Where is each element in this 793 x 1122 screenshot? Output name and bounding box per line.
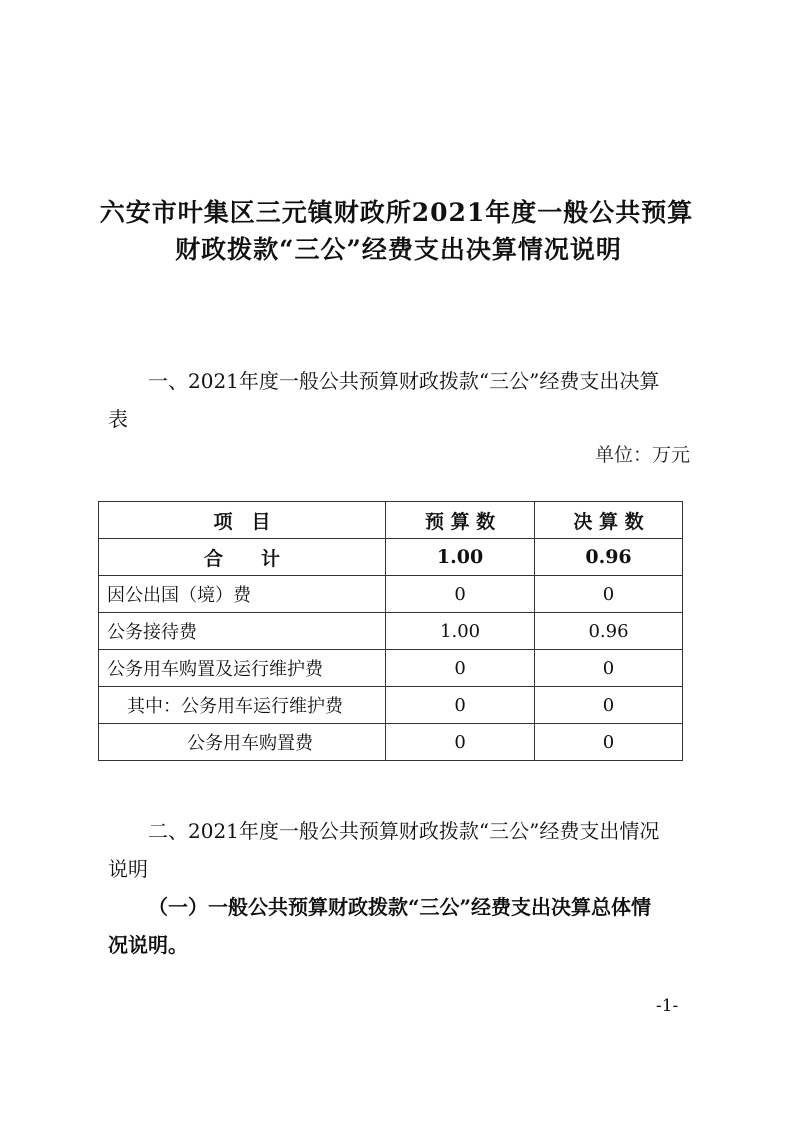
unit-label: 单位：万元 xyxy=(594,444,690,466)
section-1-heading xyxy=(108,362,698,438)
header-budget: 预 算 数 xyxy=(386,502,535,539)
row-budget: 1.00 xyxy=(386,539,535,576)
document-title-line-1: 六安市叶集区三元镇财政所2021年度一般公共预算 xyxy=(99,198,694,227)
row-budget: 0 xyxy=(386,724,535,761)
row-actual: 0.96 xyxy=(535,613,683,650)
table-row-total xyxy=(99,539,683,576)
row-item: 合 计 xyxy=(99,539,386,576)
header-item: 项 目 xyxy=(99,502,386,539)
three-public-expenses-table xyxy=(98,501,683,761)
header-actual: 决 算 数 xyxy=(535,502,683,539)
row-item: 公务用车购置及运行维护费 xyxy=(99,650,386,687)
row-item: 公务用车购置费 xyxy=(99,724,386,761)
table-row xyxy=(99,613,683,650)
page-number: -1- xyxy=(656,996,679,1016)
section-1-heading-line-1: 一、2021年度一般公共预算财政拨款“三公”经费支出决算 xyxy=(148,369,660,393)
table-row xyxy=(99,687,683,724)
section-2-heading xyxy=(108,812,698,888)
row-budget: 0 xyxy=(386,576,535,613)
table-row xyxy=(99,724,683,761)
subsection-1-heading-line-1: （一）一般公共预算财政拨款“三公”经费支出决算总体情 xyxy=(148,895,652,919)
row-actual: 0 xyxy=(535,650,683,687)
row-actual: 0 xyxy=(535,576,683,613)
subsection-1-heading xyxy=(108,888,698,964)
row-actual: 0 xyxy=(535,724,683,761)
table-header-row xyxy=(99,502,683,539)
row-item: 因公出国（境）费 xyxy=(99,576,386,613)
row-actual: 0.96 xyxy=(535,539,683,576)
document-title-line-2: 财政拨款“三公”经费支出决算情况说明 xyxy=(175,235,622,264)
section-2-heading-line-1: 二、2021年度一般公共预算财政拨款“三公”经费支出情况 xyxy=(148,819,660,843)
subsection-1-heading-line-2: 况说明。 xyxy=(108,933,188,957)
table-row xyxy=(99,650,683,687)
table-row xyxy=(99,576,683,613)
section-2-heading-line-2: 说明 xyxy=(108,857,148,881)
row-budget: 0 xyxy=(386,650,535,687)
row-budget: 0 xyxy=(386,687,535,724)
row-item: 其中：公务用车运行维护费 xyxy=(99,687,386,724)
row-actual: 0 xyxy=(535,687,683,724)
row-item: 公务接待费 xyxy=(99,613,386,650)
row-budget: 1.00 xyxy=(386,613,535,650)
section-1-heading-line-2: 表 xyxy=(108,407,128,431)
